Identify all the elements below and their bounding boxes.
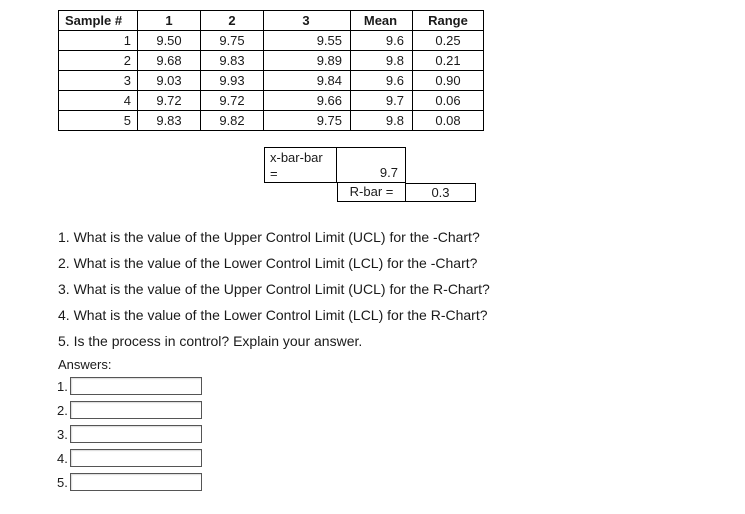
- answer-4-input[interactable]: [70, 449, 202, 467]
- cell-range: 0.90: [413, 71, 484, 91]
- xbarbar-label-line2: =: [270, 166, 278, 181]
- question-3: 3. What is the value of the Upper Control Limit (UCL) for the R-Chart?: [58, 281, 490, 297]
- cell-obs-3: 9.89: [264, 51, 351, 71]
- cell-mean: 9.8: [351, 51, 413, 71]
- question-list: [58, 228, 490, 358]
- cell-mean: 9.6: [351, 71, 413, 91]
- cell-range: 0.06: [413, 91, 484, 111]
- cell-obs-3: 9.66: [264, 91, 351, 111]
- sample-data-table: [58, 10, 484, 131]
- header-obs-3: 3: [264, 11, 351, 31]
- answer-5-input[interactable]: [70, 473, 202, 491]
- header-obs-2: 2: [201, 11, 264, 31]
- answers-label: Answers:: [58, 357, 112, 372]
- cell-sample: 5: [59, 111, 138, 131]
- cell-obs-1: 9.83: [138, 111, 201, 131]
- cell-obs-3: 9.84: [264, 71, 351, 91]
- question-1: 1. What is the value of the Upper Control Limit (UCL) for the -Chart?: [58, 229, 480, 245]
- rbar-value: 0.3: [406, 183, 476, 202]
- answer-3-input[interactable]: [70, 425, 202, 443]
- cell-mean: 9.8: [351, 111, 413, 131]
- table-row: [59, 111, 484, 131]
- answer-row-5: [57, 472, 202, 492]
- question-5: 5. Is the process in control? Explain your answer.: [58, 333, 363, 349]
- answer-row-3: [57, 424, 202, 444]
- answer-number: 1.: [57, 378, 68, 394]
- table-row: [59, 71, 484, 91]
- rbar-label: R-bar =: [337, 183, 406, 202]
- answer-number: 4.: [57, 450, 68, 466]
- answer-row-4: [57, 448, 202, 468]
- cell-obs-1: 9.03: [138, 71, 201, 91]
- cell-sample: 2: [59, 51, 138, 71]
- cell-range: 0.25: [413, 31, 484, 51]
- xbarbar-label-line1: x-bar-bar: [270, 150, 323, 165]
- answer-2-input[interactable]: [70, 401, 202, 419]
- cell-obs-1: 9.50: [138, 31, 201, 51]
- question-4: 4. What is the value of the Lower Control Limit (LCL) for the R-Chart?: [58, 307, 488, 323]
- xbarbar-value-cell: [337, 147, 406, 183]
- header-obs-1: 1: [138, 11, 201, 31]
- cell-range: 0.21: [413, 51, 484, 71]
- cell-obs-3: 9.55: [264, 31, 351, 51]
- table-row: [59, 31, 484, 51]
- cell-obs-3: 9.75: [264, 111, 351, 131]
- header-sample: Sample #: [59, 11, 138, 31]
- cell-obs-2: 9.83: [201, 51, 264, 71]
- cell-mean: 9.7: [351, 91, 413, 111]
- question-2: 2. What is the value of the Lower Control Limit (LCL) for the -Chart?: [58, 255, 478, 271]
- cell-obs-2: 9.93: [201, 71, 264, 91]
- cell-range: 0.08: [413, 111, 484, 131]
- xbarbar-label-cell: [264, 147, 337, 183]
- cell-obs-2: 9.75: [201, 31, 264, 51]
- table-header-row: [59, 11, 484, 31]
- answer-number: 3.: [57, 426, 68, 442]
- cell-sample: 4: [59, 91, 138, 111]
- header-range: Range: [413, 11, 484, 31]
- answer-number: 2.: [57, 402, 68, 418]
- cell-obs-1: 9.68: [138, 51, 201, 71]
- answer-row-1: [57, 376, 202, 396]
- cell-mean: 9.6: [351, 31, 413, 51]
- cell-obs-1: 9.72: [138, 91, 201, 111]
- cell-obs-2: 9.82: [201, 111, 264, 131]
- xbarbar-value: 9.7: [379, 165, 398, 180]
- cell-sample: 1: [59, 31, 138, 51]
- cell-sample: 3: [59, 71, 138, 91]
- table-row: [59, 91, 484, 111]
- cell-obs-2: 9.72: [201, 91, 264, 111]
- header-mean: Mean: [351, 11, 413, 31]
- answer-number: 5.: [57, 474, 68, 490]
- answer-row-2: [57, 400, 202, 420]
- answer-1-input[interactable]: [70, 377, 202, 395]
- table-row: [59, 51, 484, 71]
